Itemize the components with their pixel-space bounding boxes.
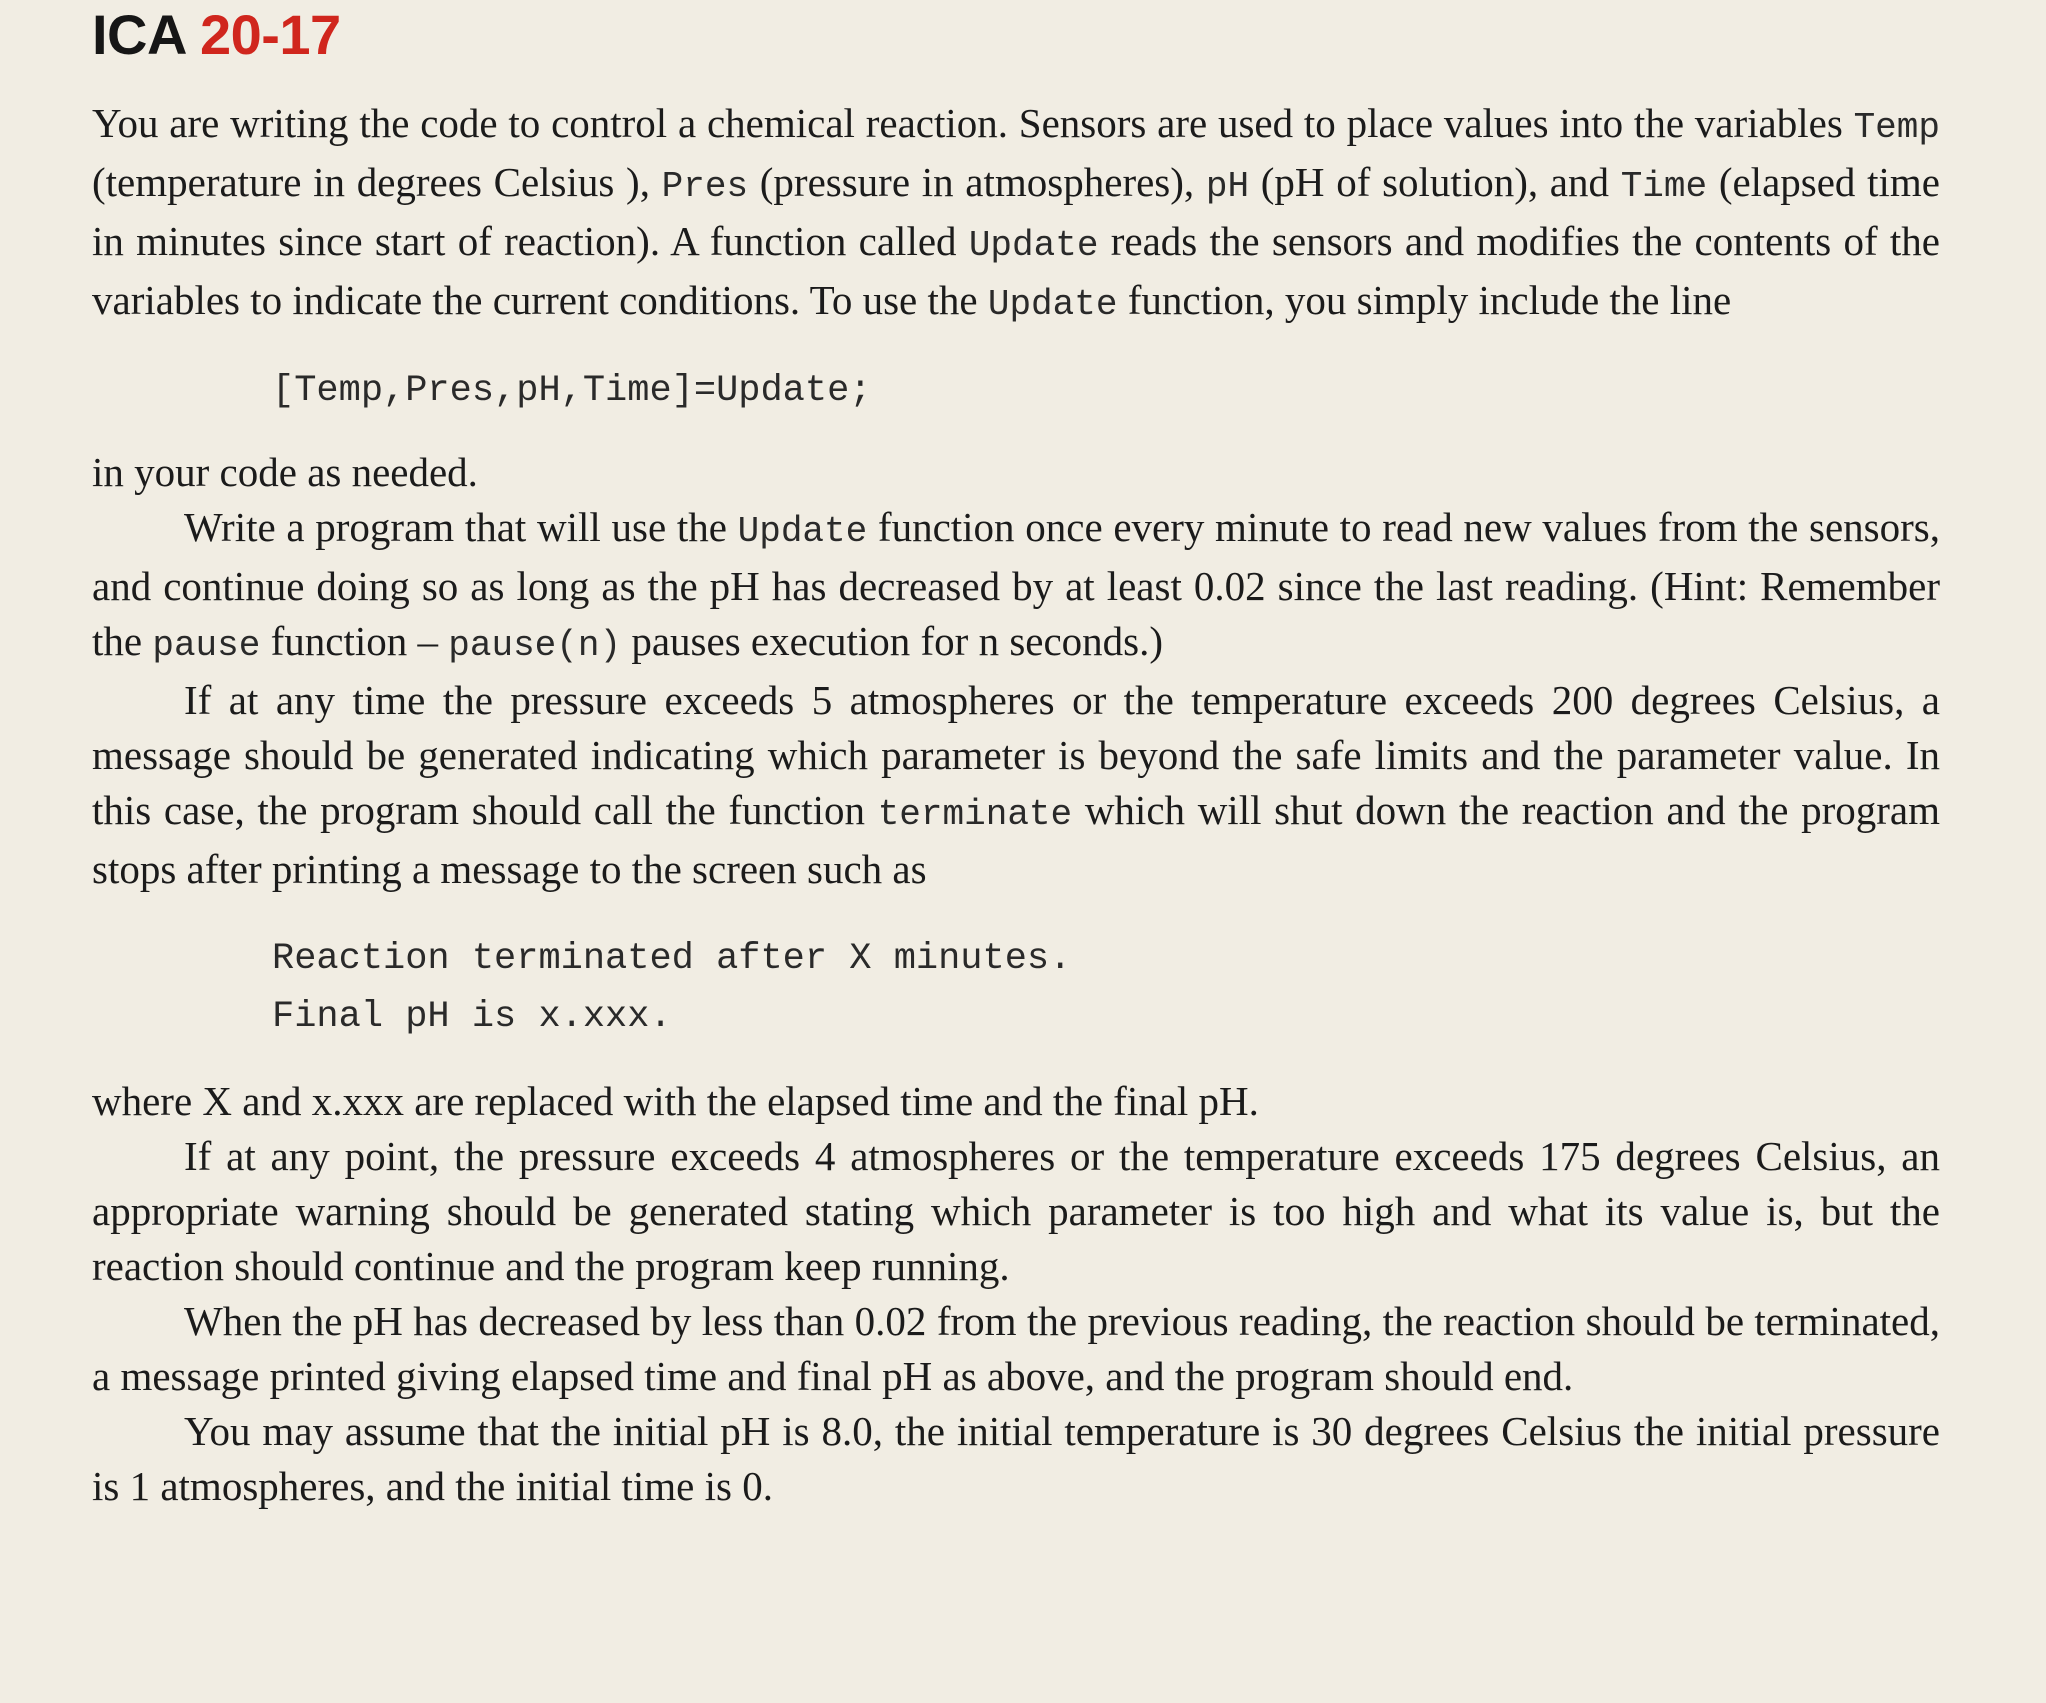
code-pause: pause (152, 625, 261, 666)
paragraph-placeholders (92, 1074, 1940, 1129)
text-run: function – (260, 618, 449, 664)
exercise-number: 20-17 (199, 3, 341, 66)
code-line: Reaction terminated after X minutes. (272, 938, 1072, 980)
paragraph-initial-values (92, 1404, 1940, 1514)
text-run: function once every minute to read new values from the sensors, and continue doing so as long as the pH has decreased by at least 0.02 since the last reading. (Hint: Remember the (92, 504, 1940, 664)
paragraph-safe-limits (92, 673, 1940, 897)
text-run: When the pH has decreased by less than 0.02 from the previous reading, the reaction should be terminated, a message printed giving elapsed time and final pH as above, and the program should end. (92, 1298, 1940, 1399)
paragraph-end-condition (92, 1294, 1940, 1404)
code-terminate: terminate (877, 794, 1073, 835)
text-run: (pH of solution), and (1249, 159, 1621, 205)
text-run: in your code as needed. (92, 449, 478, 495)
text-run: If at any point, the pressure exceeds 4 atmospheres or the temperature exceeds 175 degrees Celsius, an appropriate warning should be generated stating which parameter is too high and what its value is, but the reaction should continue and the program keep running. (92, 1133, 1940, 1289)
text-run: (pressure in atmospheres), (748, 159, 1206, 205)
code-block-termination-message (92, 930, 1940, 1046)
code-pause-n: pause(n) (448, 625, 622, 666)
text-run: If at any time the pressure exceeds 5 atmospheres or the temperature exceeds 200 degrees Celsius, a message should be generated indicating which parameter is beyond the safe limits and the parameter value. In this case, the program should call the function (92, 677, 1940, 833)
code-update: Update (968, 225, 1099, 266)
exercise-body (92, 96, 1940, 1514)
text-run: pauses execution for n seconds.) (621, 618, 1164, 664)
text-run: You may assume that the initial pH is 8.0, the initial temperature is 30 degrees Celsius the initial pressure is 1 atmospheres, and the initial time is 0. (92, 1408, 1940, 1509)
paragraph-as-needed (92, 445, 1940, 500)
text-run: where X and x.xxx are replaced with the elapsed time and the final pH. (92, 1078, 1259, 1124)
text-run: reads the sensors and modifies the contents of the variables to indicate the current conditions. To use the (92, 218, 1940, 323)
paragraph-warning (92, 1129, 1940, 1294)
code-block-update-call: [Temp,Pres,pH,Time]=Update; (272, 370, 872, 412)
exercise-heading (92, 2, 341, 68)
text-run: (temperature in degrees Celsius ), (92, 159, 662, 205)
text-run: function, you simply include the line (1117, 277, 1732, 323)
code-line: Final pH is x.xxx. (272, 996, 672, 1038)
text-run: (elapsed time in minutes since start of reaction). A function called (92, 159, 1940, 264)
text-run: You are writing the code to control a chemical reaction. Sensors are used to place values into the variables (92, 100, 1854, 146)
code-ph: pH (1205, 166, 1250, 207)
text-run: Write a program that will use the (184, 504, 738, 550)
code-pres: Pres (661, 166, 749, 207)
paragraph-program-loop (92, 500, 1940, 673)
exercise-label: ICA (92, 3, 185, 66)
paragraph-intro (92, 96, 1940, 332)
code-update: Update (737, 511, 868, 552)
code-temp: Temp (1853, 107, 1940, 148)
code-update: Update (987, 284, 1118, 325)
text-run: which will shut down the reaction and the program stops after printing a message to the screen such as (92, 787, 1940, 892)
code-time: Time (1620, 166, 1708, 207)
